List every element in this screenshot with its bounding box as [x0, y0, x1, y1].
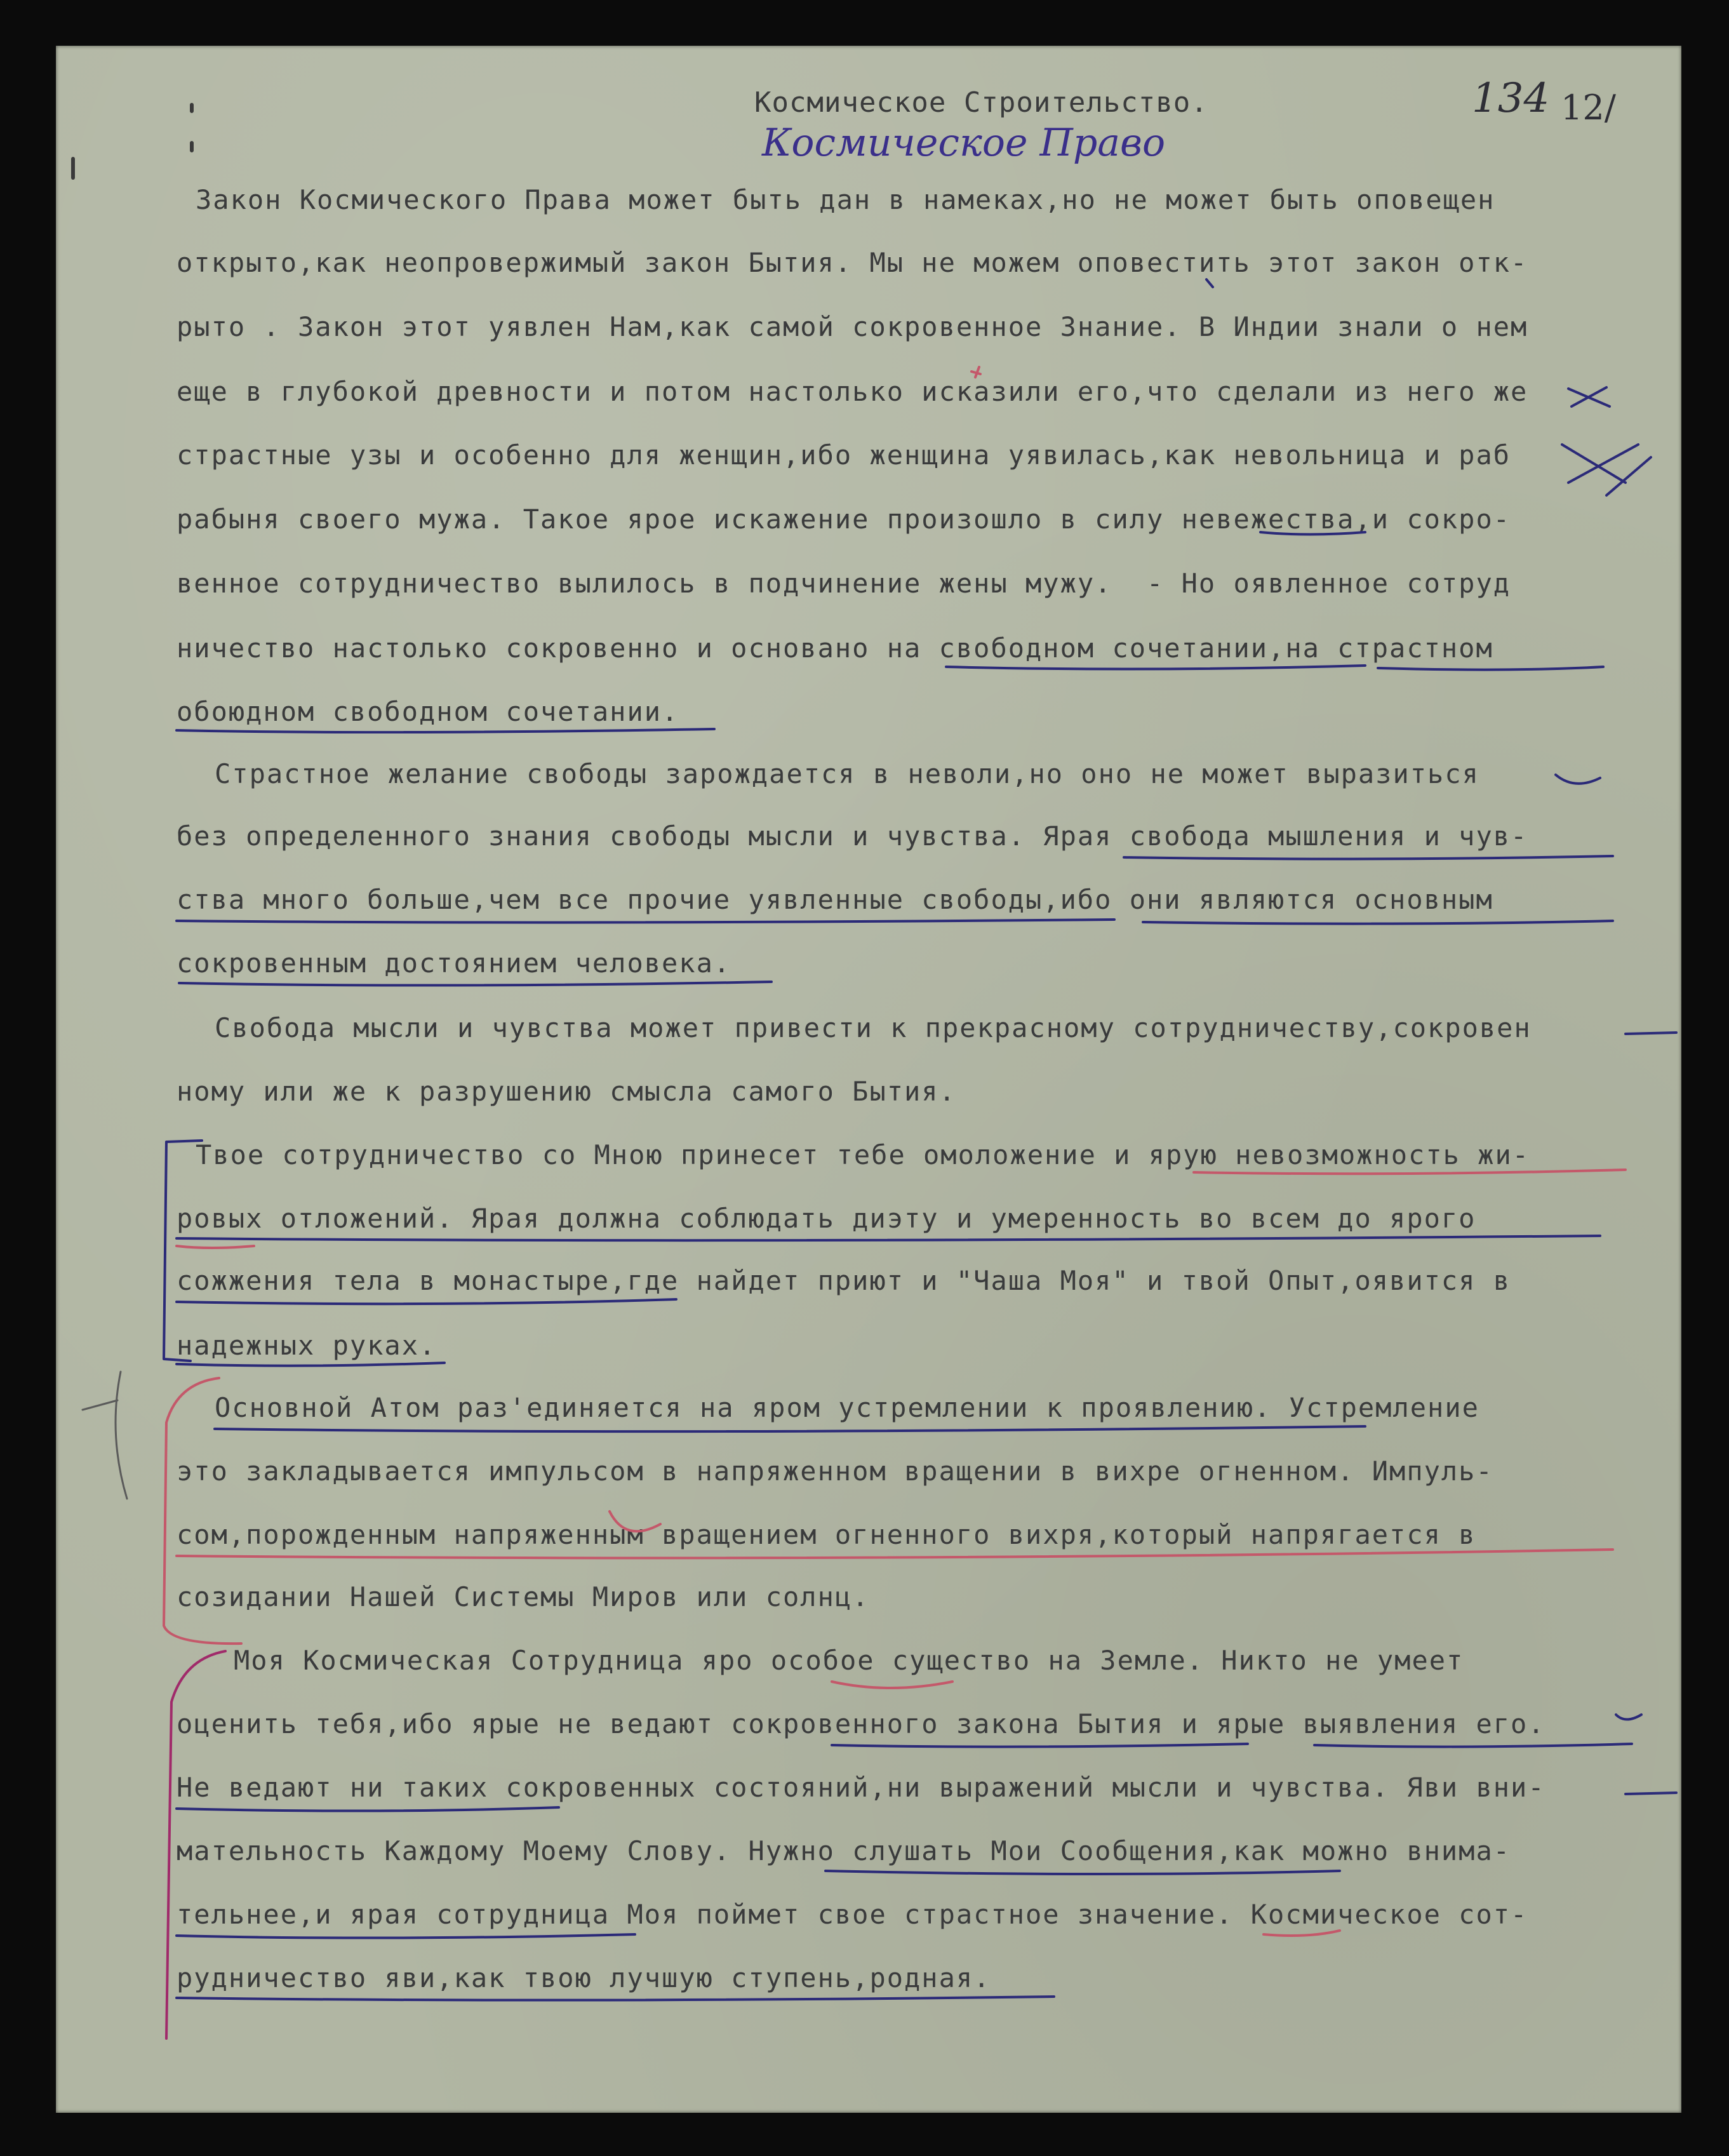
correction-stroke [610, 1511, 660, 1531]
text-line: сокровенным достоянием человека. [177, 947, 731, 979]
underline-stroke [177, 1997, 1054, 2000]
text-line: мательность Каждому Моему Слову. Нужно слушать Мои Сообщения,как можно внима- [177, 1835, 1511, 1866]
text-line: созидании Нашей Системы Миров или солнц. [177, 1581, 870, 1612]
underline-stroke [1314, 1744, 1632, 1747]
underline-stroke [177, 1363, 444, 1366]
bracket-stroke [164, 1378, 241, 1644]
margin-pencil-stroke [116, 1372, 127, 1499]
archive-number: 134 [1472, 75, 1550, 122]
underline-stroke [1124, 856, 1613, 859]
underline-stroke [177, 1934, 635, 1938]
underline-stroke [177, 1550, 1613, 1558]
correction-stroke [1556, 775, 1600, 784]
correction-stroke [1562, 445, 1651, 495]
underline-stroke [177, 729, 714, 732]
underline-stroke [179, 982, 771, 986]
text-line: ному или же к разрушению смысла самого Бытия. [177, 1076, 956, 1107]
text-line: сом,порожденным напряженным вращением огненного вихря,который напрягается в [177, 1519, 1476, 1550]
underline-stroke [177, 1246, 254, 1248]
bracket-stroke [164, 1141, 202, 1361]
underline-stroke [1378, 667, 1603, 670]
text-line: надежных руках. [177, 1330, 437, 1361]
underline-stroke [1264, 1931, 1340, 1936]
underline-stroke [177, 1807, 559, 1811]
text-line: ровых отложений. Ярая должна соблюдать диэту и умеренность во всем до ярого [177, 1203, 1476, 1234]
underline-stroke [1260, 532, 1365, 535]
text-line: Твое сотрудничество со Мною принесет тебе омоложение и ярую невозможность жи- [196, 1139, 1530, 1170]
underline-stroke [946, 666, 1365, 669]
margin-pencil-stroke [83, 1400, 117, 1410]
underline-stroke [1143, 921, 1613, 924]
correction-stroke [971, 367, 980, 377]
underline-stroke [215, 1426, 1365, 1431]
text-line: Закон Космического Права может быть дан в намеках,но не может быть оповещен [196, 184, 1495, 215]
correction-stroke [1616, 1715, 1641, 1720]
underline-stroke [1194, 1170, 1626, 1174]
underline-stroke [825, 1871, 1340, 1874]
text-line: это закладывается импульсом в напряженном вращении в вихре огненном. Импуль- [177, 1456, 1493, 1487]
underline-stroke [1626, 1793, 1676, 1794]
text-line: оценить тебя,ибо ярые не ведают сокровенного закона Бытия и ярые выявления его. [177, 1708, 1545, 1739]
bracket-stroke [166, 1651, 225, 2039]
underline-stroke [177, 1236, 1600, 1240]
underline-stroke [1626, 1033, 1676, 1034]
text-line: рабыня своего мужа. Такое ярое искажение произошло в силу невежества,и сокро- [177, 504, 1511, 535]
document-title: Космическое Строительство. [754, 86, 1208, 119]
text-line: ничество настолько сокровенно и основано на свободном сочетании,на страстном [177, 633, 1493, 664]
underline-stroke [832, 1744, 1248, 1747]
text-line: Основной Атом раз'единяется на яром устремлении к проявлению. Устремление [215, 1392, 1479, 1423]
text-line: без определенного знания свободы мысли и чувства. Ярая свобода мышления и чув- [177, 820, 1528, 852]
text-line: Страстное желание свободы зарождается в неволи,но оно не может выразиться [215, 758, 1479, 789]
text-line: еще в глубокой древности и потом настолько исказили его,что сделали из него же [177, 376, 1528, 407]
text-line: ства много больше,чем все прочие уявленные свободы,ибо они являются основным [177, 884, 1493, 915]
handwritten-title: Космическое Право [762, 121, 1166, 165]
underline-stroke [177, 1299, 676, 1304]
correction-stroke [1206, 279, 1213, 287]
text-line: венное сотрудничество вылилось в подчинение жены мужу. - Но оявленное сотруд [177, 568, 1511, 599]
text-line: рыто . Закон этот уявлен Нам,как самой сокровенное Знание. В Индии знали о нем [177, 311, 1528, 342]
text-line: тельнее,и ярая сотрудница Моя поймет свое страстное значение. Космическое сот- [177, 1899, 1528, 1930]
underline-stroke [832, 1682, 952, 1688]
text-line: Свобода мысли и чувства может привести к прекрасному сотрудничеству,сокровен [215, 1012, 1532, 1043]
underline-stroke [177, 920, 1114, 923]
text-line: открыто,как неопровержимый закон Бытия. Мы не можем оповестить этот закон отк- [177, 247, 1528, 278]
text-line: Не ведают ни таких сокровенных состояний,ни выражений мысли и чувства. Яви вни- [177, 1772, 1545, 1803]
text-line: сожжения тела в монастыре,где найдет приют и "Чаша Моя" и твой Опыт,оявится в [177, 1265, 1511, 1296]
text-line: рудничество яви,как твою лучшую ступень,родная. [177, 1962, 991, 1993]
text-line: страстные узы и особенно для женщин,ибо женщина уявилась,как невольница и раб [177, 439, 1511, 471]
correction-stroke [1568, 387, 1610, 406]
text-line: обоюдном свободном сочетании. [177, 696, 679, 727]
page-number: 12/ [1561, 88, 1616, 128]
text-line: Моя Космическая Сотрудница яро особое существо на Земле. Никто не умеет [234, 1645, 1464, 1676]
